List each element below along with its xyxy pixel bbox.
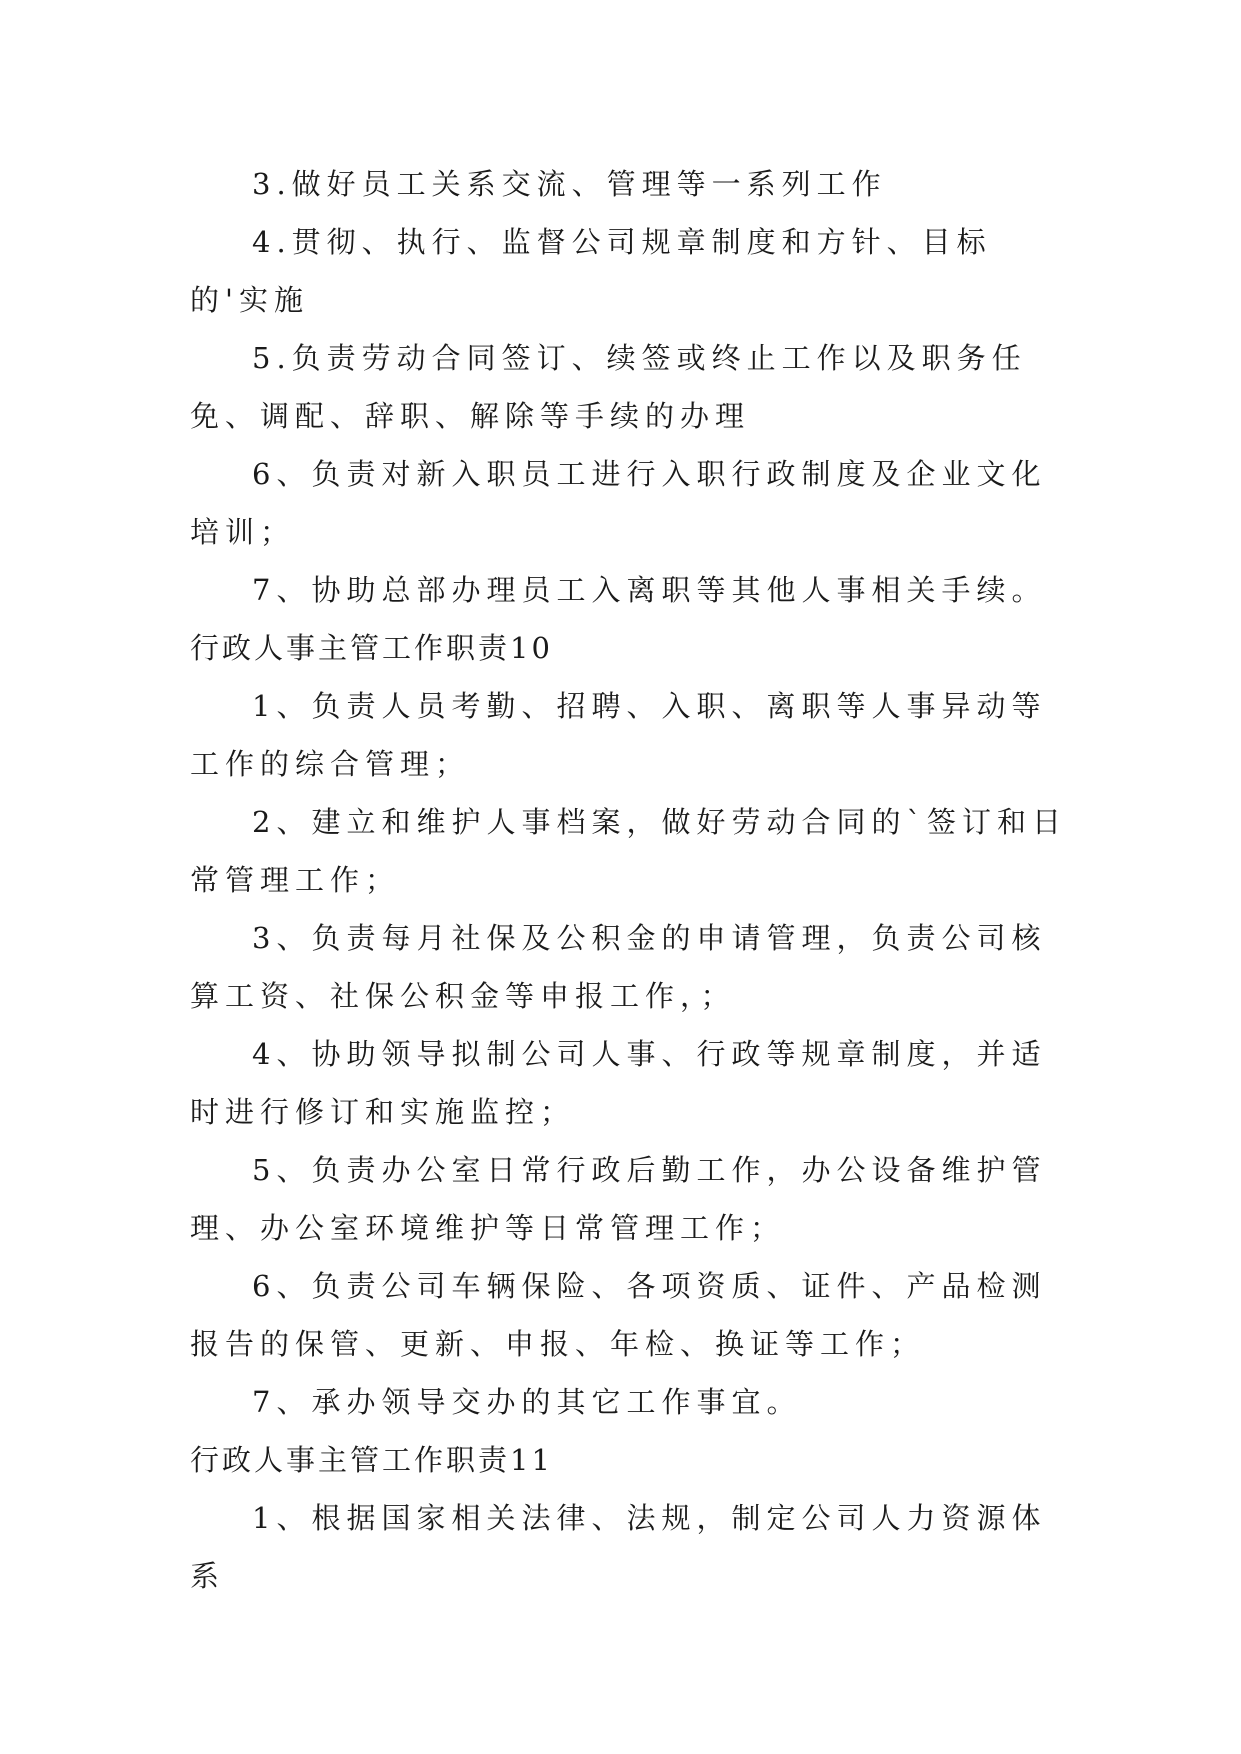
document-body <box>190 155 1070 1605</box>
paragraph-s10-item-5: 5、负责办公室日常行政后勤工作，办公设备维护管理、办公室环境维护等日常管理工作； <box>190 1153 1047 1245</box>
paragraph-s10-item-7: 7、承办领导交办的其它工作事宜。 <box>252 1385 802 1419</box>
section-heading-10: 行政人事主管工作职责10 <box>190 631 553 665</box>
paragraph-item-4-policy: 4.贯彻、执行、监督公司规章制度和方针、目标的'实施 <box>190 225 992 317</box>
paragraph-s10-item-1: 1、负责人员考勤、招聘、入职、离职等人事异动等工作的综合管理； <box>190 689 1047 781</box>
paragraph-s11-item-1: 1、根据国家相关法律、法规，制定公司人力资源体系 <box>190 1501 1047 1593</box>
paragraph-item-7-procedures: 7、协助总部办理员工入离职等其他人事相关手续。 <box>252 573 1047 607</box>
paragraph-s10-item-3: 3、负责每月社保及公积金的申请管理，负责公司核算工资、社保公积金等申报工作，； <box>190 921 1047 1013</box>
paragraph-s10-item-6: 6、负责公司车辆保险、各项资质、证件、产品检测报告的保管、更新、申报、年检、换证等工作； <box>190 1269 1047 1361</box>
paragraph-s10-item-4: 4、协助领导拟制公司人事、行政等规章制度，并适时进行修订和实施监控； <box>190 1037 1047 1129</box>
paragraph-item-6-onboarding: 6、负责对新入职员工进行入职行政制度及企业文化培训； <box>190 457 1047 549</box>
section-heading-11: 行政人事主管工作职责11 <box>190 1443 553 1477</box>
paragraph-s10-item-2: 2、建立和维护人事档案，做好劳动合同的`签订和日常管理工作； <box>190 805 1067 897</box>
paragraph-item-3-relations: 3.做好员工关系交流、管理等一系列工作 <box>252 167 887 201</box>
paragraph-item-5-contracts: 5.负责劳动合同签订、续签或终止工作以及职务任免、调配、辞职、解除等手续的办理 <box>190 341 1027 433</box>
